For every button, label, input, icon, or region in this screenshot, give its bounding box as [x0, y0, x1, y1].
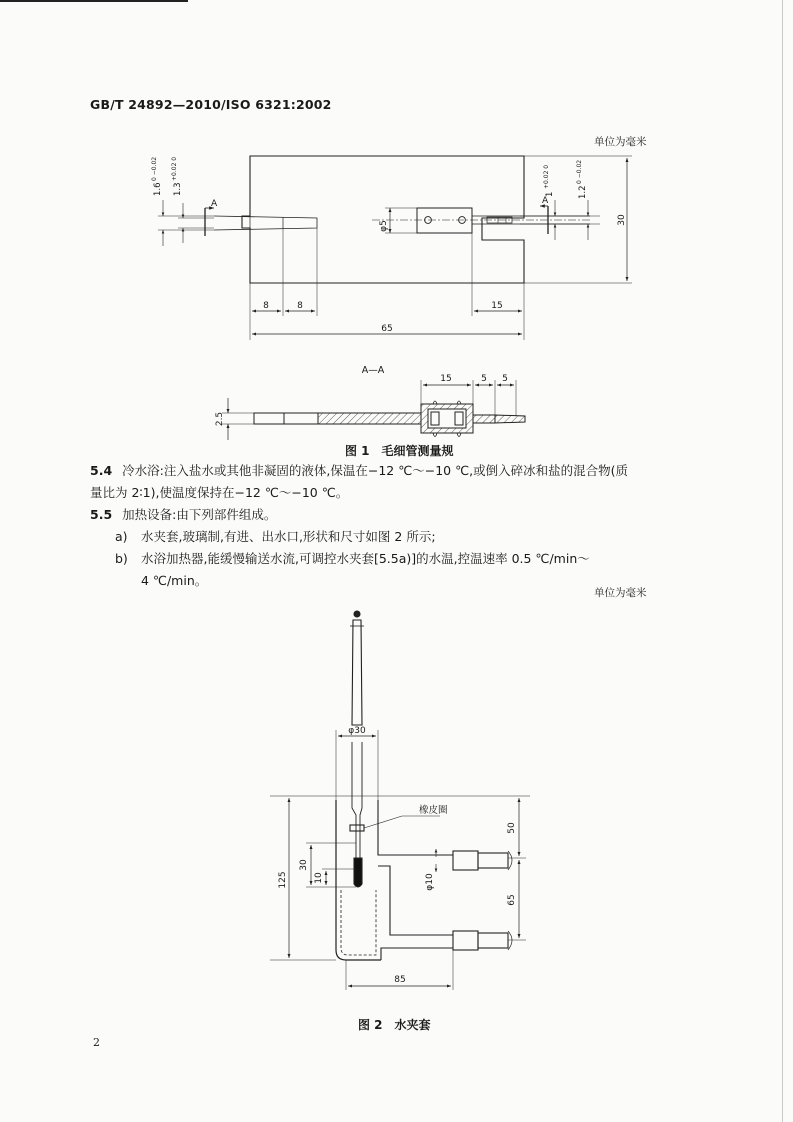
tol-1-3: 1.3: [173, 182, 183, 196]
dim-10: 10: [314, 872, 324, 884]
sec-dim-5-a: 5: [481, 374, 487, 384]
p55-text: 加热设备:由下列部件组成。: [122, 507, 277, 522]
paragraph-5-4: [90, 460, 628, 481]
item-b-line2: 4 ℃/min。: [141, 573, 208, 588]
figure1-labels: [151, 157, 627, 334]
section-aa-label: A—A: [361, 365, 385, 376]
figure1-caption: 图 1 毛细管测量规: [345, 444, 454, 458]
dim-15: 15: [491, 301, 503, 311]
item-a-text: 水夹套,玻璃制,有进、出水口,形状和尺寸如图 2 所示;: [141, 529, 436, 544]
tol-1-2-dev: 0 −0.02: [576, 159, 583, 184]
figure2-drawing: [270, 611, 530, 990]
page-number: 2: [93, 1036, 100, 1049]
dim-65: 65: [381, 324, 393, 334]
tol-1-3-dev: +0.02 0: [171, 156, 178, 181]
standard-header: GB/T 24892—2010/ISO 6321:2002: [90, 97, 332, 112]
item-a: [115, 526, 436, 547]
sec-dim-2-5: 2.5: [215, 411, 225, 427]
dim-8-b: 8: [297, 301, 303, 311]
dim-50: 50: [507, 822, 517, 834]
tol-1-2: 1.2: [578, 185, 588, 199]
dim-phi5: φ5: [379, 220, 389, 232]
dim-85: 85: [394, 975, 406, 985]
figure2-caption: 图 2 水夹套: [358, 1018, 431, 1032]
clause-number-5-5: 5.5: [90, 507, 113, 522]
tol-1-dev: +0.02 0: [543, 164, 550, 189]
tol-1-6: 1.6: [153, 182, 163, 196]
figure1-plan-view: [158, 156, 632, 340]
figure1-section-view: [222, 380, 525, 440]
section-mark-a-right: A: [542, 196, 549, 206]
sec-dim-5-b: 5: [502, 374, 508, 384]
section-mark-a-left: A: [211, 199, 218, 209]
dim-30: 30: [617, 214, 627, 226]
dim-30-fig2: 30: [299, 859, 309, 871]
p54-line2: 量比为 2∶1),使温度保持在−12 ℃～−10 ℃。: [90, 485, 349, 500]
item-b: [115, 548, 590, 569]
dim-phi30: φ30: [348, 726, 366, 736]
sec-dim-15: 15: [440, 374, 452, 384]
tol-1-6-dev: 0 −0.02: [151, 156, 158, 181]
dim-125: 125: [278, 871, 288, 889]
tol-1: 1: [545, 191, 555, 197]
p54-line1: 冷水浴:注入盐水或其他非凝固的液体,保温在−12 ℃～−10 ℃,或倒入碎冰和盐的混合物(质: [122, 463, 628, 478]
item-b-line1: 水浴加热器,能缓慢输送水流,可调控水夹套[5.5a)]的水温,控温速率 0.5 ℃/min～: [141, 551, 590, 566]
dim-8-a: 8: [263, 301, 269, 311]
clause-number-5-4: 5.4: [90, 463, 113, 478]
item-a-label: a): [115, 529, 128, 544]
rubber-ring-label: 橡皮圈: [419, 805, 448, 816]
unit-label-figure2: 单位为毫米: [594, 587, 647, 599]
item-b-label: b): [115, 551, 128, 566]
unit-label-figure1: 单位为毫米: [594, 136, 647, 148]
dim-phi10: φ10: [425, 873, 435, 891]
paragraph-5-5: [90, 504, 276, 525]
dim-65-fig2: 65: [507, 894, 517, 906]
